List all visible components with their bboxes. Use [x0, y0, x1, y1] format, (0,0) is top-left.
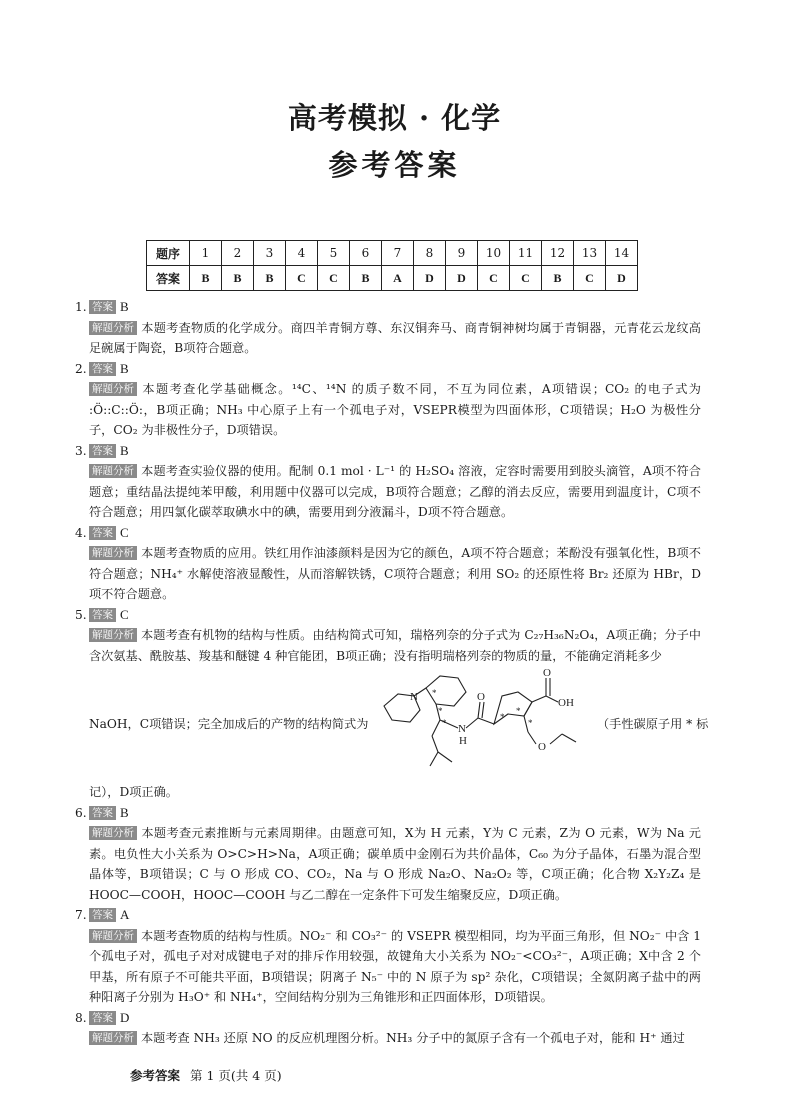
answer-tag: 答案: [89, 1011, 116, 1025]
analysis-body: 本题考查化学基础概念。¹⁴C、¹⁴N 的质子数不同，不互为同位素，A项错误；CO₂ 的电子式为 :Ö::C::Ö:，B项正确；NH₃ 中心原子上有一个孤电子对，VSEPR模型为四面体形，C项错误；H₂O 为极性分子，CO₂ 为非极性分子，D项错误。: [89, 382, 701, 437]
svg-text:O: O: [543, 667, 551, 679]
footer-label: 参考答案: [130, 1068, 181, 1083]
question-number-cell: 5: [318, 241, 350, 266]
analysis-body: 本题考查 NH₃ 还原 NO 的反应机理图分析。NH₃ 分子中的氮原子含有一个孤电子对，能和 H⁺ 通过: [141, 1031, 685, 1045]
answer-cell: C: [318, 266, 350, 291]
page-number: 第 1 页(共 4 页): [190, 1068, 282, 1083]
answer-cell: B: [254, 266, 286, 291]
answer-cell: C: [510, 266, 542, 291]
analysis-tag: 解题分析: [89, 1031, 137, 1045]
analysis-text: [89, 1028, 701, 1049]
structure-trail-text: （手性碳原子用 * 标: [597, 717, 709, 731]
answer-cell: B: [542, 266, 574, 291]
question-header: [75, 359, 701, 380]
answer-cell: A: [382, 266, 414, 291]
svg-text:*: *: [432, 688, 437, 698]
analysis-body: 本题考查物质的化学成分。商四羊青铜方尊、东汉铜奔马、商青铜神树均属于青铜器，元青花云龙纹高足碗属于陶瓷，B项符合题意。: [89, 320, 701, 355]
analysis-body: 本题考查实验仪器的使用。配制 0.1 mol · L⁻¹ 的 H₂SO₄ 溶液，定容时需要用到胶头滴管，A项不符合题意；重结晶法提纯苯甲酸，利用题中仪器可以完成，B项符合题意；乙醇的消去反应，需要用到温度计，C项不符合题意；用四氯化碳萃取碘水中的碘，需要用到分液漏斗，D项不符合题意。: [89, 464, 701, 519]
analysis-tail: 记），D项正确。: [89, 785, 178, 799]
analysis-tag: 解题分析: [89, 546, 137, 560]
question-number: 8.: [75, 1010, 87, 1025]
answer-value: D: [120, 1009, 130, 1025]
question-number-cell: 6: [350, 241, 382, 266]
question-header: [75, 905, 701, 926]
question-number: 7.: [75, 908, 87, 922]
svg-text:N: N: [410, 691, 418, 703]
svg-text:*: *: [528, 718, 533, 728]
answer-cell: D: [414, 266, 446, 291]
question-block: [75, 605, 709, 803]
question-number-cell: 10: [478, 241, 510, 266]
question-number: 1.: [75, 300, 87, 314]
question-number-cell: 9: [446, 241, 478, 266]
analysis-tag: 解题分析: [89, 929, 137, 943]
document-title: 高考模拟 · 化学: [287, 101, 502, 135]
analysis-body: 本题考查物质的应用。铁红用作油漆颜料是因为它的颜色，A项不符合题意；苯酚没有强氧化性，B项不符合题意；NH₄⁺ 水解使溶液显酸性，从而溶解铁锈，C项符合题意；利用 SO₂ 的还原性将 Br₂ 还原为 HBr，D项不符合题意。: [89, 546, 701, 601]
question-number-cell: 12: [542, 241, 574, 266]
question-number-cell: 1: [190, 241, 222, 266]
answer-tag: 答案: [89, 608, 116, 622]
answer-tag: 答案: [89, 362, 116, 376]
question-number: 6.: [75, 805, 87, 820]
question-number-cell: 4: [286, 241, 318, 266]
analysis-text: [89, 318, 701, 359]
question-block: [75, 803, 701, 906]
svg-text:OH: OH: [558, 697, 574, 709]
answer-cell: B: [222, 266, 254, 291]
analysis-tag: 解题分析: [89, 628, 137, 642]
analysis-body: 本题考查物质的结构与性质。NO₂⁻ 和 CO₃²⁻ 的 VSEPR 模型相同，均为平面三角形，但 NO₂⁻ 中含 1 个孤电子对，孤电子对对成键电子对的排斥作用较强，故键角大小关系为 NO₂⁻<CO₃²⁻，A项正确；X中含 2 个甲基，所有原子不可能共平面，B项错误；阴离子 N₅⁻ 中的 N 原子为 sp² 杂化，C项错误；全氮阴离子盐中的两种阳离子分别为 H₃O⁺ 和 NH₄⁺，空间结构分别为三角锥形和正四面体形，D项错误。: [89, 928, 701, 1004]
question-block: [75, 1008, 701, 1049]
answer-tag: 答案: [89, 444, 116, 458]
answer-table-row1-label: 题序: [147, 241, 190, 266]
svg-text:O: O: [538, 741, 546, 753]
structure-lead-text: NaOH，C项错误；完全加成后的产物的结构简式为: [89, 717, 369, 731]
question-header: [75, 441, 701, 462]
answer-cell: C: [478, 266, 510, 291]
question-block: [75, 359, 701, 441]
question-number-cell: 8: [414, 241, 446, 266]
svg-text:*: *: [516, 706, 521, 716]
analysis-text: [89, 543, 701, 605]
svg-text:N: N: [458, 723, 466, 735]
answer-value: C: [120, 524, 129, 540]
question-number: 2.: [75, 361, 87, 376]
answer-cell: B: [190, 266, 222, 291]
analysis-text: [89, 926, 701, 1008]
answer-tag: 答案: [89, 806, 116, 820]
answer-value: B: [120, 360, 129, 376]
analysis-text: [89, 625, 701, 666]
question-number-cell: 14: [606, 241, 638, 266]
question-block: [75, 441, 701, 523]
question-number: 3.: [75, 443, 87, 458]
answer-cell: C: [286, 266, 318, 291]
answer-explanations: [75, 297, 709, 1049]
analysis-body: 本题考查有机物的结构与性质。由结构简式可知，瑞格列奈的分子式为 C₂₇H₃₆N₂O₄，A项正确；分子中含次氨基、酰胺基、羧基和醚键 4 种官能团，B项正确；没有指明瑞格列奈的物质的量，不能确定消耗多少: [89, 628, 701, 663]
analysis-body: 本题考查元素推断与元素周期律。由题意可知，X为 H 元素，Y为 C 元素，Z为 O 元素，W为 Na 元素。电负性大小关系为 O>C>H>Na，A项正确；碳单质中金刚石为共价晶体，C₆₀ 为分子晶体，石墨为混合型晶体等，B项错误；C 与 O 形成 CO、CO₂，Na 与 O 形成 Na₂O、Na₂O₂ 等，C项正确；化合物 X₂Y₂Z₄ 是 HOOC—COOH，HOOC—COOH 与乙二醇在一定条件下可发生缩聚反应，D项正确。: [89, 826, 701, 902]
answer-cell: C: [574, 266, 606, 291]
svg-text:*: *: [500, 712, 505, 722]
answer-table-row2-label: 答案: [147, 266, 190, 291]
question-number-cell: 3: [254, 241, 286, 266]
answer-value: B: [120, 804, 129, 820]
page-footer: [130, 1066, 282, 1084]
question-block: [75, 297, 701, 359]
answer-cell: D: [446, 266, 478, 291]
answer-cell: D: [606, 266, 638, 291]
analysis-tag: 解题分析: [89, 382, 137, 396]
analysis-tag: 解题分析: [89, 321, 137, 335]
question-number-cell: 13: [574, 241, 606, 266]
analysis-text: [89, 461, 701, 523]
answer-value: A: [120, 907, 130, 922]
svg-text:H: H: [459, 735, 467, 747]
answer-value: B: [120, 299, 129, 314]
question-number-cell: 11: [510, 241, 542, 266]
question-number-cell: 7: [382, 241, 414, 266]
chemical-structure-diagram: [376, 662, 596, 782]
answer-value: B: [120, 442, 129, 458]
answer-cell: B: [350, 266, 382, 291]
answer-table: [146, 240, 638, 291]
answer-value: C: [120, 606, 129, 622]
structure-line: [89, 666, 709, 782]
answer-table-answer-row: [147, 266, 638, 291]
analysis-text: [89, 379, 701, 441]
question-number-cell: 2: [222, 241, 254, 266]
answer-tag: 答案: [89, 526, 116, 540]
answer-table-number-row: [147, 241, 638, 266]
analysis-tag: 解题分析: [89, 826, 137, 840]
question-block: [75, 523, 701, 605]
question-header: [75, 1008, 701, 1029]
question-number: 5.: [75, 607, 87, 622]
answer-tag: 答案: [89, 300, 116, 314]
svg-text:O: O: [477, 691, 485, 703]
document-subtitle: 参考答案: [328, 148, 461, 182]
question-header: [75, 297, 701, 318]
svg-text:*: *: [442, 718, 447, 728]
question-header: [75, 523, 701, 544]
question-block: [75, 905, 701, 1008]
question-number: 4.: [75, 525, 87, 540]
analysis-tag: 解题分析: [89, 464, 137, 478]
analysis-text: [89, 823, 701, 905]
question-header: [75, 803, 701, 824]
answer-tag: 答案: [89, 908, 116, 922]
question-header: [75, 605, 701, 626]
svg-text:*: *: [438, 706, 443, 716]
